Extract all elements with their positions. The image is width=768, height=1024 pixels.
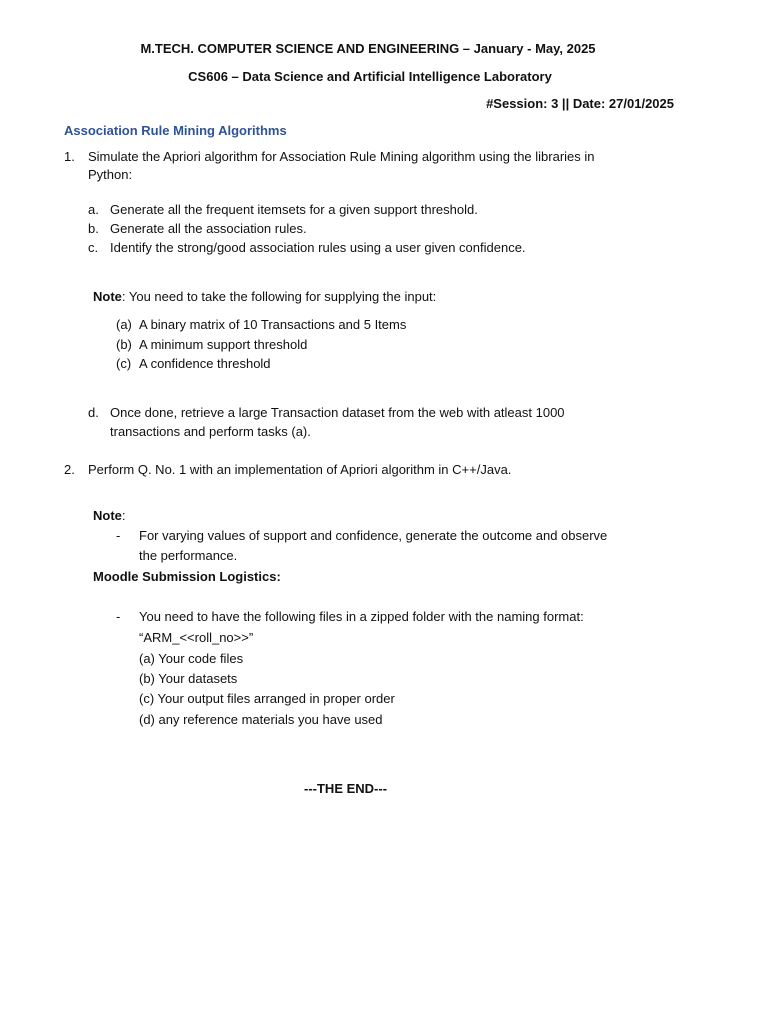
moodle-folder-name: “ARM_<<roll_no>>”	[139, 630, 254, 645]
sub-a-marker: a.	[88, 202, 99, 217]
section-title: Association Rule Mining Algorithms	[64, 123, 287, 138]
sub-b-marker: b.	[88, 221, 99, 236]
note-2-colon: :	[121, 508, 126, 523]
note-1-text: : You need to take the following for supplying the input:	[121, 289, 437, 304]
input-a-marker: (a)	[116, 317, 132, 332]
input-c-marker: (c)	[116, 356, 132, 371]
question-1-text: Simulate the Apriori algorithm for Association Rule Mining algorithm using the libraries in	[88, 149, 595, 164]
input-c-text: A confidence threshold	[139, 356, 271, 371]
sub-d-text-cont: transactions and perform tasks (a).	[110, 424, 311, 439]
question-1-text-cont: Python:	[88, 167, 133, 182]
input-b-text: A minimum support threshold	[139, 337, 308, 352]
note-2-text-cont: the performance.	[139, 548, 238, 563]
session-date: #Session: 3 || Date: 27/01/2025	[486, 96, 674, 111]
moodle-title: Moodle Submission Logistics:	[93, 569, 281, 584]
moodle-text: You need to have the following files in a zipped folder with the naming format:	[139, 609, 584, 624]
moodle-dash: -	[116, 609, 121, 624]
input-b-marker: (b)	[116, 337, 132, 352]
note-2-dash: -	[116, 528, 121, 543]
sub-c-marker: c.	[88, 240, 99, 255]
input-a-text: A binary matrix of 10 Transactions and 5 Items	[139, 317, 407, 332]
sub-d-marker: d.	[88, 405, 99, 420]
end-marker: ---THE END---	[304, 781, 388, 796]
sub-a-text: Generate all the frequent itemsets for a given support threshold.	[110, 202, 478, 217]
sub-d-text: Once done, retrieve a large Transaction dataset from the web with atleast 1000	[110, 405, 565, 420]
moodle-item: (a) Your code files	[139, 651, 244, 666]
question-2-number: 2.	[64, 462, 75, 477]
course-title: CS606 – Data Science and Artificial Intelligence Laboratory	[188, 69, 552, 84]
moodle-item: (b) Your datasets	[139, 671, 238, 686]
note-2	[93, 507, 126, 525]
sub-c-text: Identify the strong/good association rules using a user given confidence.	[110, 240, 526, 255]
note-1	[93, 288, 436, 306]
note-1-label: Note	[93, 289, 122, 304]
moodle-item: (d) any reference materials you have used	[139, 712, 383, 727]
note-2-label: Note	[93, 508, 122, 523]
note-2-text: For varying values of support and confidence, generate the outcome and observe	[139, 528, 608, 543]
moodle-item: (c) Your output files arranged in proper order	[139, 691, 395, 706]
question-1-number: 1.	[64, 149, 75, 164]
sub-b-text: Generate all the association rules.	[110, 221, 307, 236]
program-title: M.TECH. COMPUTER SCIENCE AND ENGINEERING – January - May, 2025	[140, 41, 596, 56]
question-2-text: Perform Q. No. 1 with an implementation of Apriori algorithm in C++/Java.	[88, 462, 512, 477]
